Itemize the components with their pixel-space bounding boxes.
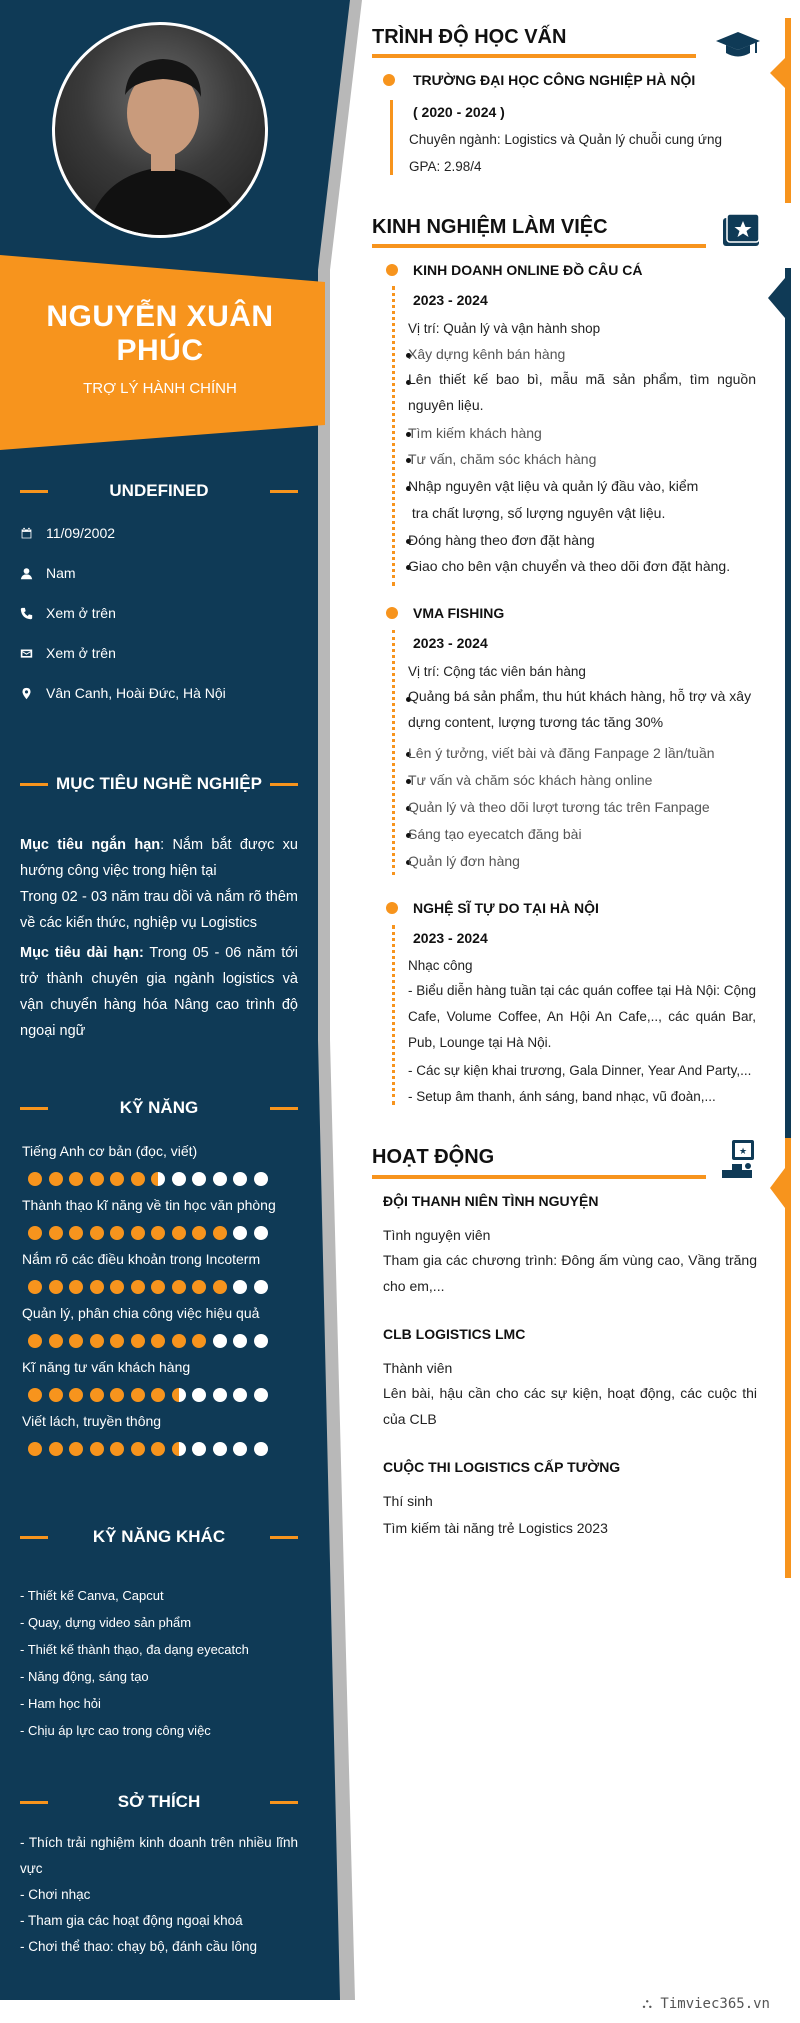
list-item: - Setup âm thanh, ánh sáng, band nhạc, vũ đoàn,... bbox=[408, 1089, 716, 1104]
skill-dot bbox=[213, 1226, 227, 1240]
skill-rating bbox=[28, 1442, 268, 1456]
skill-dot bbox=[131, 1334, 145, 1348]
activity2-role: Thành viên bbox=[383, 1360, 453, 1376]
skill-dot bbox=[172, 1334, 186, 1348]
job3-period: 2023 - 2024 bbox=[413, 930, 488, 946]
skill-dot bbox=[254, 1226, 268, 1240]
skill-dot bbox=[131, 1388, 145, 1402]
skill-dot bbox=[110, 1442, 124, 1456]
list-item: - Tham gia các hoạt động ngoại khoá bbox=[20, 1913, 243, 1928]
list-item: Tư vấn, chăm sóc khách hàng bbox=[408, 451, 597, 467]
list-item: - Chơi thể thao: chạy bộ, đánh cầu lông bbox=[20, 1939, 258, 1954]
skill-dot bbox=[192, 1334, 206, 1348]
skill-dot bbox=[69, 1226, 83, 1240]
skill-dot bbox=[131, 1442, 145, 1456]
long-term-text: Trong 05 - 06 năm tới trở thành chuyên gia ngành logistics và vận chuyển hàng hóa Nâng cao trình độ ngoại ngữ bbox=[20, 945, 298, 1039]
skill-dot bbox=[192, 1388, 206, 1402]
contact-gender bbox=[20, 563, 76, 583]
skill-dot bbox=[213, 1280, 227, 1294]
list-item: - Chịu áp lực cao trong công việc bbox=[20, 1723, 211, 1738]
school-name: TRƯỜNG ĐẠI HỌC CÔNG NGHIỆP HÀ NỘI bbox=[413, 72, 696, 88]
education-period: ( 2020 - 2024 ) bbox=[413, 104, 505, 120]
skill-dot bbox=[90, 1172, 104, 1186]
skill-dot bbox=[172, 1226, 186, 1240]
skill-dot bbox=[192, 1280, 206, 1294]
list-item: Xây dựng kênh bán hàng bbox=[408, 346, 566, 362]
skill-dot bbox=[151, 1334, 165, 1348]
job1-position: Vị trí: Quản lý và vận hành shop bbox=[408, 321, 601, 336]
skill-rating bbox=[28, 1226, 268, 1240]
user-icon bbox=[20, 567, 46, 580]
skill-dot bbox=[151, 1280, 165, 1294]
email-text: Xem ở trên bbox=[46, 645, 116, 661]
skill-dot bbox=[172, 1442, 186, 1456]
skill-dot bbox=[213, 1334, 227, 1348]
job-bullet bbox=[386, 902, 398, 914]
skill-dot bbox=[110, 1280, 124, 1294]
skill-dot bbox=[254, 1442, 268, 1456]
skill-dot bbox=[28, 1334, 42, 1348]
skill-dot bbox=[233, 1442, 247, 1456]
contact-title: UNDEFINED bbox=[109, 481, 209, 500]
skill-dot bbox=[151, 1442, 165, 1456]
skill-name: Viết lách, truyền thông bbox=[22, 1413, 162, 1429]
activity1-desc: Tham gia các chương trình: Đông ấm vùng cao, Vầng trăng cho em,... bbox=[383, 1252, 757, 1294]
list-item: - Năng động, sáng tạo bbox=[20, 1669, 149, 1684]
job2-timeline bbox=[392, 630, 395, 875]
list-item: Tư vấn và chăm sóc khách hàng online bbox=[408, 772, 653, 788]
svg-text:★: ★ bbox=[738, 1147, 748, 1157]
skill-dot bbox=[69, 1280, 83, 1294]
skill-dot bbox=[151, 1172, 165, 1186]
skill-dot bbox=[28, 1442, 42, 1456]
skill-dot bbox=[69, 1442, 83, 1456]
list-item: Quản lý và theo dõi lượt tương tác trên Fanpage bbox=[408, 799, 710, 815]
candidate-name: NGUYỄN XUÂN PHÚC bbox=[46, 300, 274, 367]
objective-title: MỤC TIÊU NGHỀ NGHIỆP bbox=[56, 774, 262, 793]
email-icon bbox=[20, 647, 46, 660]
skill-dot bbox=[110, 1334, 124, 1348]
skill-rating bbox=[28, 1172, 268, 1186]
skill-name: Quản lý, phân chia công việc hiệu quả bbox=[22, 1305, 260, 1321]
skill-dot bbox=[172, 1172, 186, 1186]
list-item: Sáng tạo eyecatch đăng bài bbox=[408, 826, 582, 842]
skill-dot bbox=[131, 1280, 145, 1294]
skill-dot bbox=[172, 1280, 186, 1294]
contact-address bbox=[20, 683, 226, 703]
skill-name: Kĩ năng tư vấn khách hàng bbox=[22, 1359, 191, 1375]
skill-dot bbox=[254, 1172, 268, 1186]
list-item: - Biểu diễn hàng tuần tại các quán coffee tại Hà Nội: Cộng Cafe, Volume Coffee, An Hội An Cafe,.., các quán Bar, Pub, Lounge tại Hà Nội. bbox=[408, 983, 756, 1050]
experience-underline bbox=[372, 244, 706, 248]
education-timeline bbox=[390, 100, 393, 175]
activity3-role: Thí sinh bbox=[383, 1493, 433, 1509]
gender-text: Nam bbox=[46, 565, 76, 581]
skill-dot bbox=[90, 1388, 104, 1402]
activity2-desc: Lên bài, hậu cần cho các sự kiện, hoạt động, các cuộc thi của CLB bbox=[383, 1385, 757, 1427]
skill-dot bbox=[233, 1172, 247, 1186]
list-item: Quảng bá sản phẩm, thu hút khách hàng, hỗ trợ và xây dựng content, lượng tương tác tăng 30% bbox=[408, 688, 752, 730]
skills-title: KỸ NĂNG bbox=[119, 1098, 199, 1117]
activity3-org: CUỘC THI LOGISTICS CẤP TƯỜNG bbox=[383, 1459, 621, 1475]
skill-dot bbox=[131, 1172, 145, 1186]
skill-dot bbox=[90, 1334, 104, 1348]
short-term-goal bbox=[20, 832, 298, 884]
skill-dot bbox=[233, 1334, 247, 1348]
job3-company: NGHỆ SĨ TỰ DO TẠI HÀ NỘI bbox=[413, 900, 599, 916]
list-item: - Các sự kiện khai trương, Gala Dinner, Year And Party,... bbox=[408, 1063, 752, 1078]
objective-section-header bbox=[20, 769, 298, 799]
contact-birthday bbox=[20, 523, 115, 543]
skill-dot bbox=[49, 1280, 63, 1294]
hobbies-section-header bbox=[20, 1787, 298, 1817]
skill-dot bbox=[110, 1226, 124, 1240]
phone-text: Xem ở trên bbox=[46, 605, 116, 621]
skill-dot bbox=[90, 1226, 104, 1240]
list-item: - Chơi nhạc bbox=[20, 1887, 91, 1902]
activity2-org: CLB LOGISTICS LMC bbox=[383, 1326, 526, 1342]
skill-dot bbox=[213, 1388, 227, 1402]
job-bullet bbox=[386, 607, 398, 619]
graduation-cap-icon bbox=[716, 30, 760, 60]
experience-title: KINH NGHIỆM LÀM VIỆC bbox=[372, 216, 608, 238]
education-title: TRÌNH ĐỘ HỌC VẤN bbox=[372, 26, 567, 48]
job2-company: VMA FISHING bbox=[413, 605, 505, 621]
list-item: Tìm kiếm khách hàng bbox=[408, 425, 542, 441]
skill-dot bbox=[151, 1226, 165, 1240]
job2-period: 2023 - 2024 bbox=[413, 635, 488, 651]
skills-section-header bbox=[20, 1093, 298, 1123]
right-edge-accents bbox=[760, 18, 800, 1578]
job3-timeline bbox=[392, 925, 395, 1105]
skill-dot bbox=[49, 1388, 63, 1402]
other-skills-section-header bbox=[20, 1522, 298, 1552]
activities-underline bbox=[372, 1175, 706, 1179]
job-bullet bbox=[386, 264, 398, 276]
contact-email bbox=[20, 643, 116, 663]
address-text: Vân Canh, Hoài Đức, Hà Nội bbox=[46, 685, 226, 701]
award-podium-icon bbox=[722, 1140, 762, 1178]
skill-dot bbox=[110, 1388, 124, 1402]
education-major: Chuyên ngành: Logistics và Quản lý chuỗi cung ứng bbox=[409, 132, 722, 147]
skill-rating bbox=[28, 1280, 268, 1294]
list-item: - Ham học hỏi bbox=[20, 1696, 101, 1711]
skill-dot bbox=[28, 1172, 42, 1186]
hobbies-title: SỞ THÍCH bbox=[117, 1792, 201, 1811]
list-item: Quản lý đơn hàng bbox=[408, 853, 520, 869]
name-block bbox=[0, 300, 320, 397]
objective-text bbox=[20, 832, 298, 1044]
skill-dot bbox=[49, 1172, 63, 1186]
skill-dot bbox=[90, 1280, 104, 1294]
skill-dot bbox=[254, 1334, 268, 1348]
long-term-goal bbox=[20, 940, 298, 1044]
skill-name: Nắm rõ các điều khoản trong Incoterm bbox=[22, 1251, 261, 1267]
skill-dot bbox=[131, 1226, 145, 1240]
skill-dot bbox=[49, 1442, 63, 1456]
job1-company: KINH DOANH ONLINE ĐỒ CÂU CÁ bbox=[413, 262, 643, 278]
activity3-desc: Tìm kiếm tài năng trẻ Logistics 2023 bbox=[383, 1520, 608, 1536]
list-item: Giao cho bên vận chuyển và theo dõi đơn đặt hàng. bbox=[408, 558, 731, 574]
list-item: tra chất lượng, số lượng nguyên vật liệu. bbox=[408, 505, 666, 521]
birthday-text: 11/09/2002 bbox=[46, 525, 116, 541]
list-item: - Thiết kế thành thạo, đa dạng eyecatch bbox=[20, 1642, 249, 1657]
skill-dot bbox=[233, 1226, 247, 1240]
job2-position: Vị trí: Cộng tác viên bán hàng bbox=[408, 664, 586, 679]
skill-dot bbox=[233, 1280, 247, 1294]
skill-dot bbox=[192, 1172, 206, 1186]
skill-dot bbox=[172, 1388, 186, 1402]
calendar-icon bbox=[20, 527, 46, 540]
skill-name: Thành thạo kĩ năng về tin học văn phòng bbox=[22, 1197, 276, 1213]
short-term-text: : Nắm bắt được xu hướng công việc trong hiện tại bbox=[20, 837, 298, 879]
watermark: ⛬ Timviec365.vn bbox=[642, 1996, 770, 2012]
skill-dot bbox=[213, 1442, 227, 1456]
skill-dot bbox=[90, 1442, 104, 1456]
education-underline bbox=[372, 54, 696, 58]
skill-dot bbox=[192, 1442, 206, 1456]
activities-title: HOẠT ĐỘNG bbox=[372, 1146, 495, 1168]
list-item: - Thích trải nghiệm kinh doanh trên nhiều lĩnh vực bbox=[20, 1835, 298, 1876]
skill-dot bbox=[69, 1172, 83, 1186]
skill-dot bbox=[254, 1388, 268, 1402]
short-term-label: Mục tiêu ngắn hạn bbox=[20, 837, 161, 853]
other-skills-title: KỸ NĂNG KHÁC bbox=[92, 1527, 226, 1546]
job1-period: 2023 - 2024 bbox=[413, 292, 488, 308]
skill-dot bbox=[69, 1388, 83, 1402]
skill-dot bbox=[49, 1226, 63, 1240]
activity1-role: Tình nguyện viên bbox=[383, 1227, 491, 1243]
list-item: - Quay, dựng video sản phẩm bbox=[20, 1615, 192, 1630]
skill-dot bbox=[151, 1388, 165, 1402]
skill-dot bbox=[49, 1334, 63, 1348]
long-term-label: Mục tiêu dài hạn: bbox=[20, 945, 144, 961]
skill-dot bbox=[69, 1334, 83, 1348]
contact-section-header bbox=[20, 476, 298, 506]
list-item: Nhập nguyên vật liệu và quản lý đầu vào, kiểm bbox=[408, 478, 699, 494]
location-icon bbox=[20, 687, 46, 700]
skill-rating bbox=[28, 1334, 268, 1348]
skill-dot bbox=[28, 1388, 42, 1402]
skill-name: Tiếng Anh cơ bản (đọc, viết) bbox=[22, 1143, 198, 1159]
list-item: Lên thiết kế bao bì, mẫu mã sản phẩm, tìm nguồn nguyên liệu. bbox=[408, 371, 756, 413]
skill-dot bbox=[233, 1388, 247, 1402]
avatar bbox=[52, 22, 268, 238]
job1-timeline bbox=[392, 286, 395, 586]
list-item: Đóng hàng theo đơn đặt hàng bbox=[408, 532, 595, 548]
hobbies-list bbox=[20, 1830, 298, 1960]
skill-dot bbox=[254, 1280, 268, 1294]
skill-dot bbox=[213, 1172, 227, 1186]
list-item: - Thiết kế Canva, Capcut bbox=[20, 1588, 164, 1603]
skill-dot bbox=[110, 1172, 124, 1186]
skill-dot bbox=[192, 1226, 206, 1240]
job3-position: Nhạc công bbox=[408, 958, 473, 973]
skill-dot bbox=[28, 1226, 42, 1240]
phone-icon bbox=[20, 607, 46, 620]
list-item: Lên ý tưởng, viết bài và đăng Fanpage 2 lần/tuần bbox=[408, 745, 715, 761]
briefcase-star-icon bbox=[723, 214, 763, 250]
activity1-org: ĐỘI THANH NIÊN TÌNH NGUYỆN bbox=[383, 1193, 599, 1209]
contact-phone bbox=[20, 603, 116, 623]
education-bullet bbox=[383, 74, 395, 86]
candidate-role: TRỢ LÝ HÀNH CHÍNH bbox=[83, 380, 237, 397]
education-gpa: GPA: 2.98/4 bbox=[409, 159, 482, 174]
short-term-goal-detail: Trong 02 - 03 năm trau dồi và nắm rõ thêm về các kiến thức, nghiệp vụ Logistics bbox=[20, 889, 298, 931]
skill-rating bbox=[28, 1388, 268, 1402]
other-skills-list bbox=[20, 1586, 298, 1748]
skill-dot bbox=[28, 1280, 42, 1294]
